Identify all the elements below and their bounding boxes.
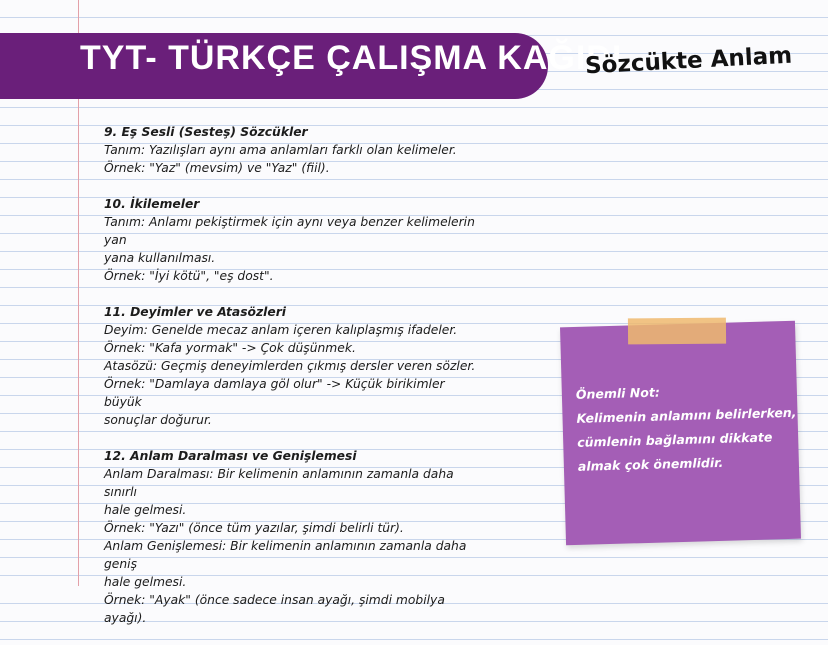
section-line: Atasözü: Geçmiş deneyimlerden çıkmış dersler veren sözler. [104,359,476,373]
section-line: Anlam Genişlemesi: Bir kelimenin anlamının zamanla daha geniş [104,539,467,571]
note-text [575,377,797,479]
section-line: Örnek: "Kafa yormak" -> Çok düşünmek. [104,341,356,355]
section-heading: 11. Deyimler ve Atasözleri [104,305,286,319]
section-line: Örnek: "Yazı" (önce tüm yazılar, şimdi belirli tür). [104,521,404,535]
section-line: Anlam Daralması: Bir kelimenin anlamının zamanla daha sınırlı [104,467,454,499]
section-ikilemeler [104,195,484,285]
section-line: hale gelmesi. [104,575,187,589]
section-heading: 12. Anlam Daralması ve Genişlemesi [104,449,357,463]
topic-title: Sözcükte Anlam [584,42,793,80]
section-heading: 9. Eş Sesli (Sesteş) Sözcükler [104,125,308,139]
note-line: almak çok önemlidir. [577,454,724,474]
section-line: yana kullanılması. [104,251,216,265]
section-es-sesli [104,123,484,177]
content-area [104,123,484,645]
tape-strip [628,318,726,345]
section-line: hale gelmesi. [104,503,187,517]
section-line: Örnek: "Ayak" (önce sadece insan ayağı, şimdi mobilya ayağı). [104,593,445,625]
section-line: Tanım: Yazılışları aynı ama anlamları farklı olan kelimeler. [104,143,457,157]
section-anlam-daralmasi [104,447,484,627]
section-deyimler [104,303,484,429]
section-line: Tanım: Anlamı pekiştirmek için aynı veya benzer kelimelerin yan [104,215,475,247]
page-title: TYT- TÜRKÇE ÇALIŞMA KAĞIDI [80,39,623,77]
note-title: Önemli Not: [575,384,661,402]
section-line: sonuçlar doğurur. [104,413,212,427]
note-line: cümlenin bağlamını dikkate [577,429,773,450]
section-line: Örnek: "İyi kötü", "eş dost". [104,269,274,283]
note-line: Kelimenin anlamını belirlerken, [576,404,797,426]
section-line: Deyim: Genelde mecaz anlam içeren kalıplaşmış ifadeler. [104,323,458,337]
section-line: Örnek: "Damlaya damlaya göl olur" -> Küçük birikimler büyük [104,377,445,409]
section-heading: 10. İkilemeler [104,197,200,211]
sticky-note [560,321,801,545]
section-line: Örnek: "Yaz" (mevsim) ve "Yaz" (fiil). [104,161,330,175]
